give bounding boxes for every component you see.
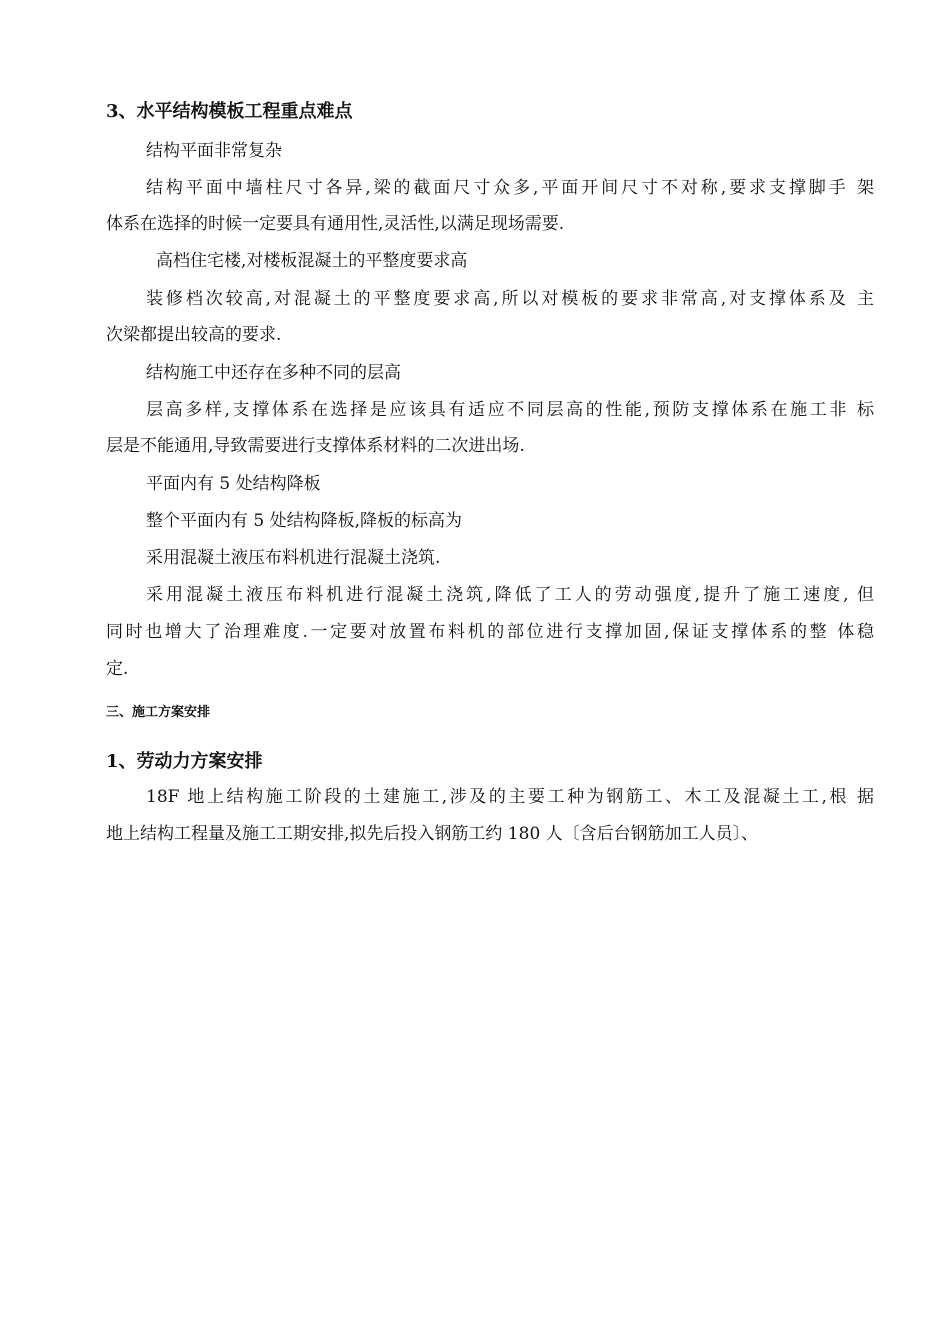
- section-heading-three: 三、施工方案安排: [106, 705, 211, 720]
- paragraph-title: 高档住宅楼,对楼板混凝土的平整度要求高: [156, 251, 468, 271]
- paragraph-line: 层高多样,支撑体系在选择是应该具有适应不同层高的性能,预防支撑体系在施工非 标: [146, 400, 874, 420]
- paragraph-line: 18F 地上结构施工阶段的土建施工,涉及的主要工种为钢筋工、木工及混凝土工,根 据: [146, 787, 874, 807]
- paragraph-title: 结构施工中还存在多种不同的层高: [146, 363, 401, 383]
- paragraph-line: 地上结构工程量及施工工期安排,拟先后投入钢筋工约 180 人〔含后台钢筋加工人员〕、: [106, 824, 759, 844]
- paragraph-line: 体系在选择的时候一定要具有通用性,灵活性,以满足现场需要.: [106, 214, 565, 234]
- paragraph-line: 整个平面内有 5 处结构降板,降板的标高为: [146, 511, 463, 531]
- paragraph-line: 层是不能通用,导致需要进行支撑体系材料的二次进出场.: [106, 436, 525, 456]
- paragraph-title: 平面内有 5 处结构降板: [146, 474, 321, 494]
- paragraph-title: 采用混凝土液压布料机进行混凝土浇筑.: [146, 548, 441, 568]
- subsection-heading-1: 1、劳动力方案安排: [106, 751, 263, 772]
- paragraph-line: 装修档次较高,对混凝土的平整度要求高,所以对模板的要求非常高,对支撑体系及 主: [146, 289, 874, 309]
- paragraph-line: 同时也增大了治理难度.一定要对放置布料机的部位进行支撑加固,保证支撑体系的整 体稳: [106, 622, 874, 642]
- paragraph-title: 结构平面非常复杂: [146, 141, 282, 161]
- paragraph-line: 采用混凝土液压布料机进行混凝土浇筑,降低了工人的劳动强度,提升了施工速度, 但: [146, 585, 874, 605]
- paragraph-line: 结构平面中墙柱尺寸各异,梁的截面尺寸众多,平面开间尺寸不对称,要求支撑脚手 架: [146, 178, 874, 198]
- paragraph-line: 定.: [106, 659, 129, 679]
- section-heading-3: 3、水平结构模板工程重点难点: [106, 101, 353, 122]
- paragraph-line: 次梁都提出较高的要求.: [106, 325, 282, 345]
